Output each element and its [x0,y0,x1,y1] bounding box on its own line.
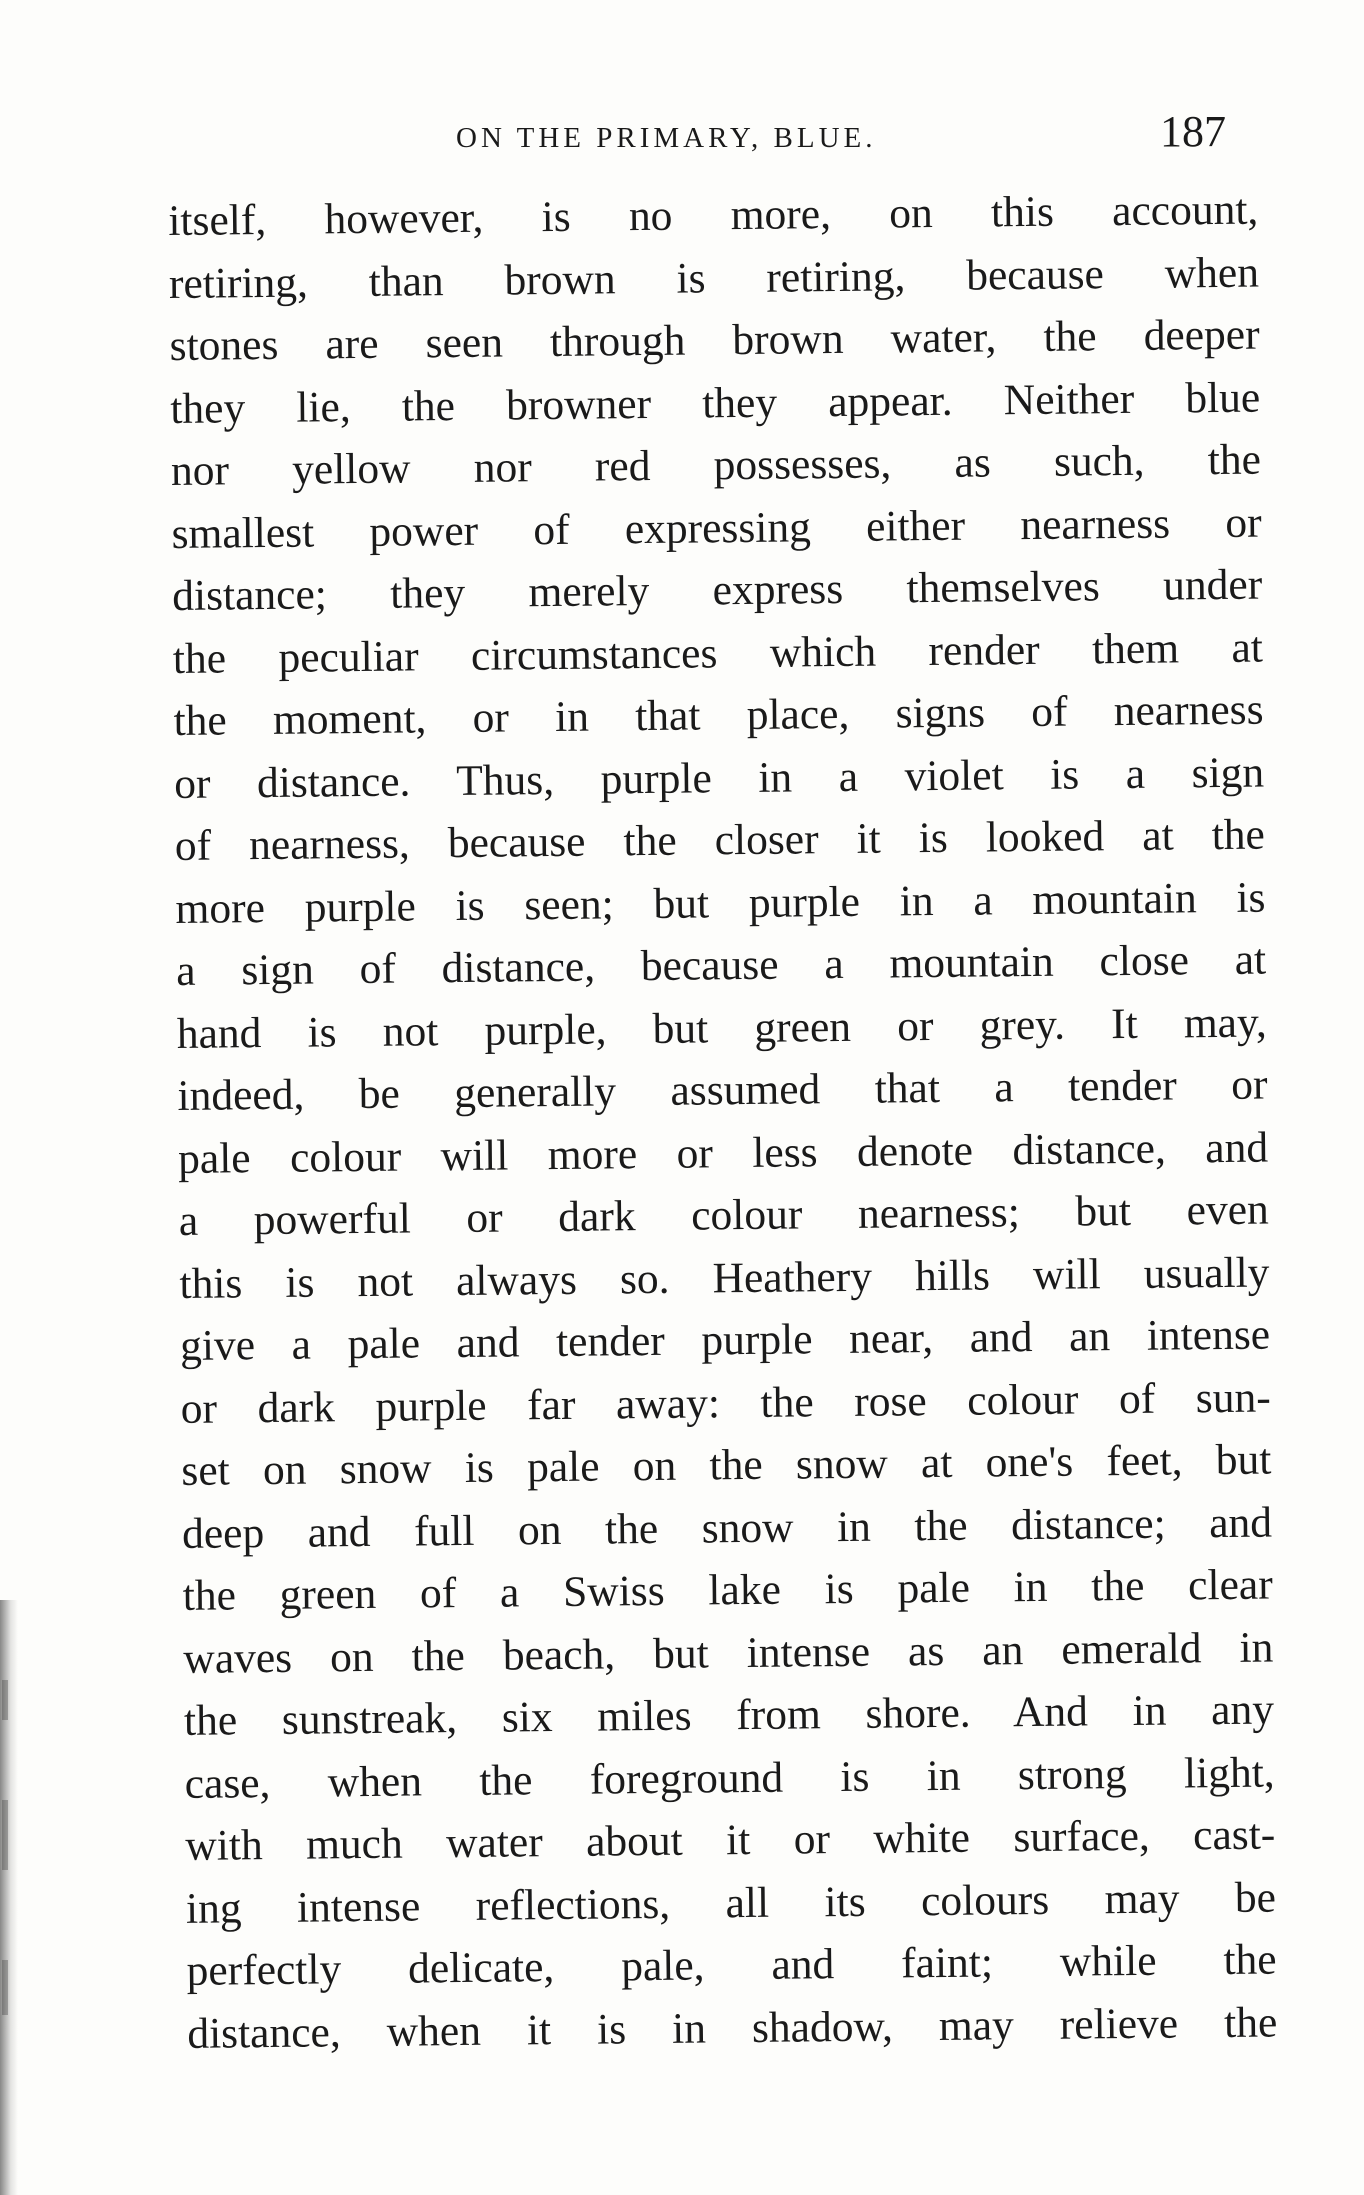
text-line: this is not always so. Heathery hills will usually [179,1248,1270,1308]
text-line: more purple is seen; but purple in a mountain is [175,873,1266,933]
text-line: retiring, than brown is retiring, because when [168,248,1260,308]
text-line: the green of a Swiss lake is pale in the clear [182,1560,1273,1620]
text-line: pale colour will more or less denote distance, and [177,1123,1269,1183]
text-line: the sunstreak, six miles from shore. And in any [183,1685,1275,1745]
text-line: of nearness, because the closer it is looked at the [174,810,1266,870]
running-head [0,107,1364,172]
text-line: smallest power of expressing either nearness or [171,498,1262,558]
text-line: with much water about it or white surface, cast- [185,1810,1276,1870]
text-line: hand is not purple, but green or grey. It may, [176,998,1268,1058]
running-title: ON THE PRIMARY, BLUE. [456,122,877,154]
text-line: distance; they merely express themselves under [172,560,1263,620]
text-line: distance, when it is in shadow, may relieve the [187,1997,1278,2058]
text-line: they lie, the browner they appear. Neither blue [170,373,1261,433]
text-line: a powerful or dark colour nearness; but even [178,1185,1269,1245]
gutter-speck [2,1800,8,1870]
text-line: nor yellow nor red possesses, as such, the [170,435,1262,495]
gutter-speck [2,1960,8,2015]
text-line: itself, however, is no more, on this account, [168,185,1259,245]
text-line: stones are seen through brown water, the deeper [169,310,1260,370]
text-line: indeed, be generally assumed that a tender or [177,1060,1268,1120]
body-text [168,179,1278,2065]
text-line: ing intense reflections, all its colours may be [185,1872,1277,1933]
text-line: the peculiar circumstances which render them at [172,623,1264,683]
text-line: perfectly delicate, pale, and faint; while the [186,1935,1277,1995]
text-line: waves on the beach, but intense as an emerald in [183,1623,1274,1683]
text-line: a sign of distance, because a mountain close at [175,935,1267,995]
text-line: or distance. Thus, purple in a violet is a sign [173,748,1265,808]
text-line: set on snow is pale on the snow at one's feet, but [181,1435,1272,1495]
text-line: deep and full on the snow in the distance; and [181,1498,1273,1558]
text-line: give a pale and tender purple near, and an intense [179,1310,1271,1370]
text-line: or dark purple far away: the rose colour of sun- [180,1373,1271,1433]
gutter-speck [2,1680,8,1720]
text-line: the moment, or in that place, signs of nearness [173,685,1264,745]
page-number: 187 [1160,107,1226,156]
text-line: case, when the foreground is in strong light, [184,1747,1275,1808]
